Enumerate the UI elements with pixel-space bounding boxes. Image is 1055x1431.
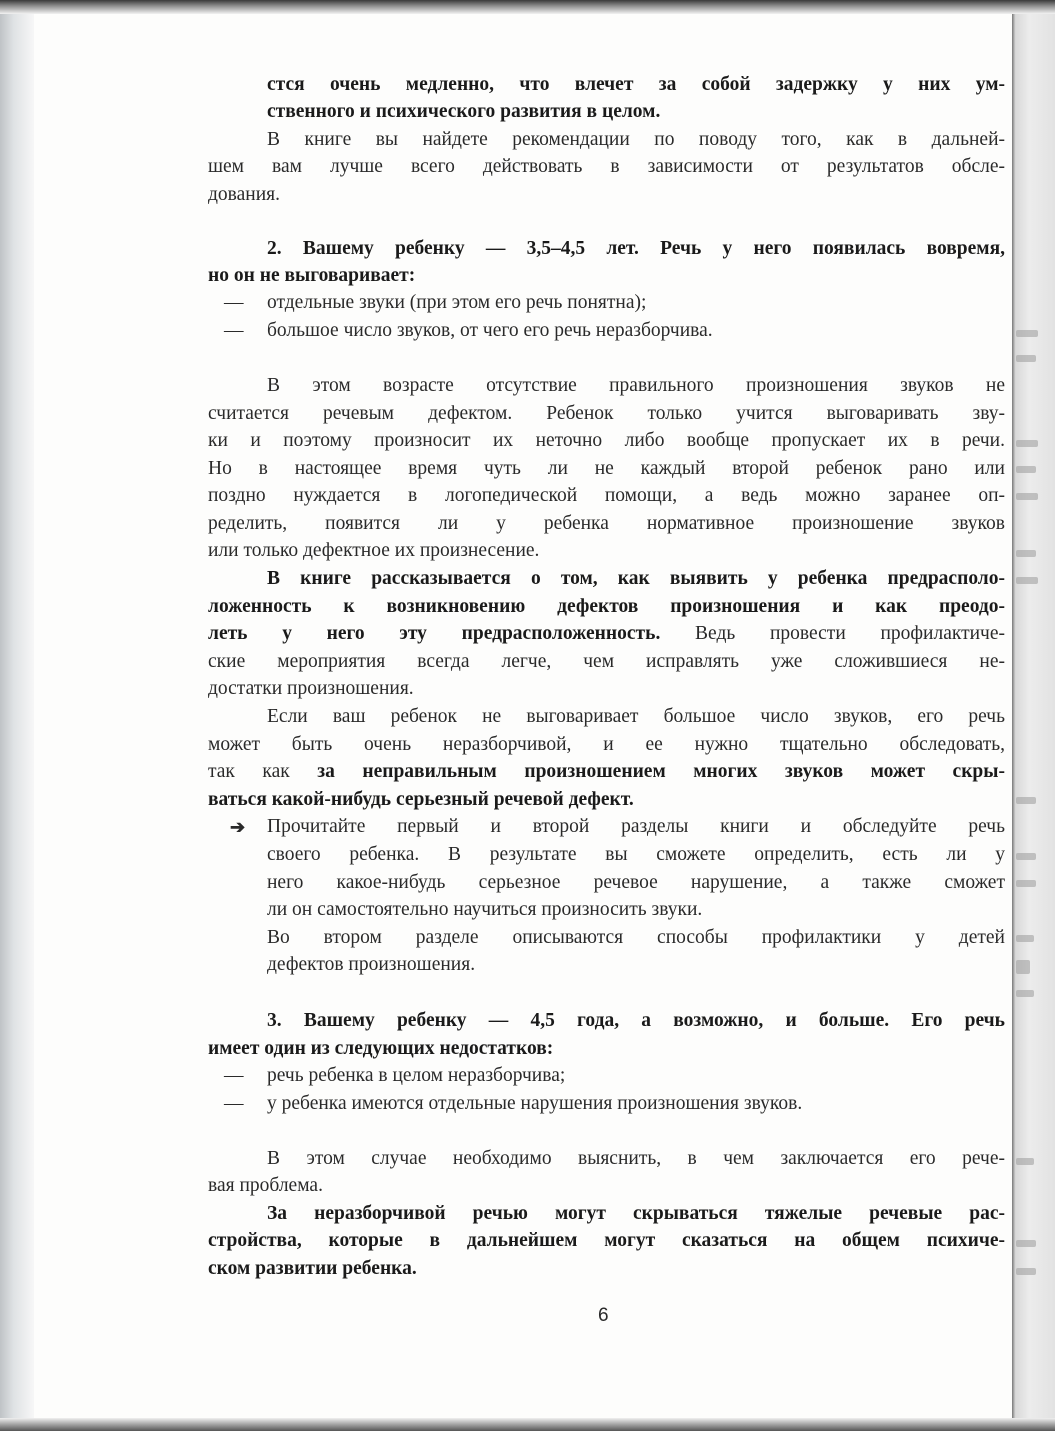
bleed-through-mark (1016, 1240, 1036, 1247)
text-line (208, 622, 1005, 646)
list-dash: — (224, 320, 244, 341)
bleed-through-mark (1016, 935, 1034, 942)
scan-bottom-edge (0, 1418, 1055, 1431)
list-item: у ребенка имеются отдельные нарушения произношения звуков. (267, 1093, 803, 1114)
bleed-through-mark (1016, 440, 1038, 447)
text-line: Но в настоящее время чуть ли не каждый второй ребенок рано или (208, 458, 1005, 479)
text-line: ственного и психического развития в целом. (267, 101, 661, 122)
section-heading: имеет один из следующих недостатков: (208, 1038, 554, 1059)
list-item: отдельные звуки (при этом его речь понятна); (267, 292, 647, 313)
text-line: В этом возрасте отсутствие правильного произношения звуков не (267, 375, 1005, 396)
bleed-through-mark (1016, 797, 1036, 804)
bleed-through-mark (1016, 355, 1036, 362)
text-line: стройства, которые в дальнейшем могут сказаться на общем психиче- (208, 1230, 1005, 1251)
bleed-through-mark (1016, 330, 1038, 337)
text-line (208, 760, 1005, 784)
text-line: вая проблема. (208, 1175, 323, 1196)
text-line: дефектов произношения. (267, 954, 476, 975)
bold-segment: за неправильным произношением многих звуков может скры- (317, 761, 1005, 782)
text-line: поздно нуждается в логопедической помощи, а ведь можно заранее оп- (208, 485, 1005, 506)
text-line: своего ребенка. В результате вы сможете определить, есть ли у (267, 844, 1005, 865)
section-heading: 3. Вашему ребенку — 4,5 года, а возможно, и больше. Его речь (267, 1010, 1005, 1031)
bleed-through-mark (1016, 960, 1030, 974)
scan-right-edge (1012, 0, 1055, 1431)
bleed-through-mark (1016, 493, 1038, 500)
text-line: Во втором разделе описываются способы профилактики у детей (267, 927, 1005, 948)
text-line: ределить, появится ли у ребенка нормативное произношение звуков (208, 513, 1005, 534)
text-line: Если ваш ребенок не выговаривает большое число звуков, его речь (267, 706, 1005, 727)
text-line: ские мероприятия всегда легче, чем исправлять уже сложившиеся не- (208, 651, 1005, 672)
text-line: дования. (208, 184, 280, 205)
text-line: За неразборчивой речью могут скрываться тяжелые речевые рас- (267, 1203, 1005, 1224)
text-line: ложенность к возникновению дефектов произношения и как преодо- (208, 596, 1005, 617)
text-line: стся очень медленно, что влечет за собой задержку у них ум- (267, 74, 1005, 95)
arrow-right-icon: ➔ (230, 817, 246, 837)
text-line: него какое-нибудь серьезное речевое нарушение, а также сможет (267, 872, 1005, 893)
bleed-through-mark (1016, 990, 1034, 997)
page-number: 6 (598, 1305, 609, 1326)
list-dash: — (224, 292, 244, 313)
text-line: В этом случае необходимо выяснить, в чем заключается его рече- (267, 1148, 1005, 1169)
list-dash: — (224, 1093, 244, 1114)
text-line: шем вам лучше всего действовать в зависимости от результатов обсле- (208, 156, 1005, 177)
section-heading: но он не выговаривает: (208, 265, 416, 286)
text-segment: Ведь провести профилактиче- (660, 623, 1005, 644)
text-line: или только дефектное их произнесение. (208, 540, 540, 561)
list-item: речь ребенка в целом неразборчива; (267, 1065, 566, 1086)
bold-segment: леть у него эту предрасположенность. (208, 623, 661, 644)
text-line: Прочитайте первый и второй разделы книги и обследуйте речь (267, 816, 1005, 837)
section-heading: 2. Вашему ребенку — 3,5–4,5 лет. Речь у него появилась вовремя, (267, 238, 1005, 259)
bleed-through-mark (1016, 550, 1036, 557)
text-line: ваться какой-нибудь серьезный речевой дефект. (208, 789, 634, 810)
bleed-through-mark (1016, 1268, 1036, 1275)
text-line: В книге рассказывается о том, как выявить у ребенка предрасполо- (267, 568, 1005, 589)
text-line: ли он самостоятельно научиться произносить звуки. (267, 899, 703, 920)
bleed-through-mark (1016, 853, 1036, 860)
text-line: может быть очень неразборчивой, и ее нужно тщательно обследовать, (208, 734, 1005, 755)
bleed-through-mark (1016, 466, 1036, 473)
bleed-through-mark (1016, 577, 1038, 584)
bleed-through-mark (1016, 1158, 1034, 1165)
text-line: считается речевым дефектом. Ребенок только учится выговаривать зву- (208, 403, 1005, 424)
text-line: ки и поэтому произносит их неточно либо вообще пропускает их в речи. (208, 430, 1005, 451)
text-line: ском развитии ребенка. (208, 1258, 417, 1279)
list-item: большое число звуков, от чего его речь неразборчива. (267, 320, 713, 341)
text-line: В книге вы найдете рекомендации по поводу того, как в дальней- (267, 129, 1005, 150)
text-segment: так как (208, 761, 318, 782)
scan-left-edge (0, 0, 34, 1431)
list-dash: — (224, 1065, 244, 1086)
text-line: достатки произношения. (208, 678, 414, 699)
bleed-through-mark (1016, 880, 1036, 887)
scan-top-edge (0, 0, 1055, 14)
